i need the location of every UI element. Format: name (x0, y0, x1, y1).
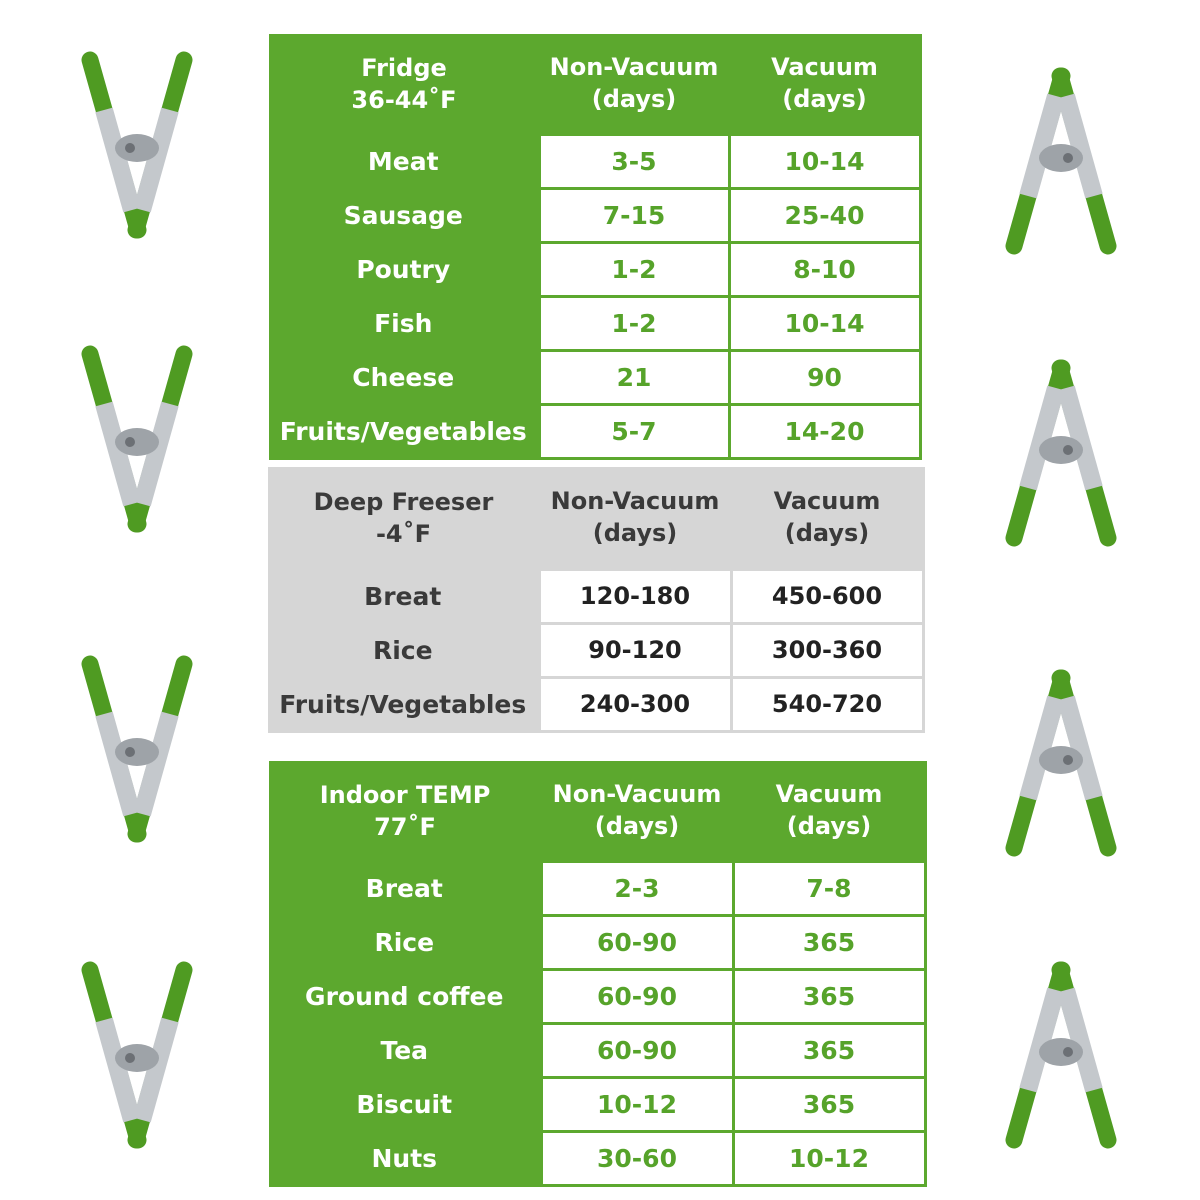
food-label: Breat (364, 581, 442, 611)
nonvacuum-days: 1-2 (539, 296, 729, 350)
fridge-header-vacuum (729, 34, 920, 134)
food-label: Nuts (371, 1143, 438, 1173)
food-label: Ground coffee (305, 981, 504, 1011)
spring-clamp-icon (996, 952, 1126, 1152)
table-row (268, 569, 923, 623)
fridge-header-label (269, 34, 539, 134)
nonvacuum-heading: Non-Vacuum (days) (549, 53, 719, 114)
vacuum-days: 365 (733, 915, 925, 969)
food-label: Poutry (356, 254, 451, 284)
nonvacuum-days: 21 (539, 350, 729, 404)
nonvacuum-heading: Non-Vacuum (days) (552, 780, 722, 841)
freezer-table (268, 467, 925, 733)
table-row (269, 134, 920, 188)
vacuum-days: 25-40 (729, 188, 920, 242)
vacuum-days: 10-12 (733, 1131, 925, 1185)
spring-clamp-icon (996, 58, 1126, 258)
table-row (269, 296, 920, 350)
food-label: Sausage (343, 200, 463, 230)
vacuum-days: 90 (729, 350, 920, 404)
indoor-header-label (269, 761, 541, 861)
fridge-table (269, 34, 922, 460)
table-row (269, 861, 925, 915)
vacuum-heading: Vacuum (days) (771, 53, 878, 114)
food-label: Cheese (352, 362, 455, 392)
spring-clamp-icon (72, 652, 202, 852)
food-label: Rice (372, 635, 433, 665)
vacuum-heading: Vacuum (days) (773, 487, 881, 548)
vacuum-days: 300-360 (731, 623, 923, 677)
indoor-table (269, 761, 927, 1187)
table-row (269, 915, 925, 969)
food-label: Breat (365, 873, 443, 903)
vacuum-days: 365 (733, 1077, 925, 1131)
vacuum-days: 450-600 (731, 569, 923, 623)
nonvacuum-days: 10-12 (541, 1077, 733, 1131)
table-row (269, 242, 920, 296)
fridge-title: Fridge 36-44˚F (351, 54, 457, 114)
nonvacuum-days: 60-90 (541, 969, 733, 1023)
vacuum-days: 14-20 (729, 404, 920, 458)
table-row (269, 1077, 925, 1131)
nonvacuum-days: 5-7 (539, 404, 729, 458)
food-label: Tea (380, 1035, 429, 1065)
spring-clamp-icon (72, 48, 202, 248)
spring-clamp-icon (72, 958, 202, 1158)
food-label: Biscuit (356, 1089, 453, 1119)
freezer-header-label (268, 467, 539, 569)
table-row (269, 969, 925, 1023)
vacuum-days: 365 (733, 1023, 925, 1077)
table-row (269, 1131, 925, 1185)
nonvacuum-days: 90-120 (539, 623, 731, 677)
table-row (269, 1023, 925, 1077)
food-label: Fish (374, 308, 433, 338)
table-row (269, 404, 920, 458)
spring-clamp-icon (996, 350, 1126, 550)
nonvacuum-days: 60-90 (541, 915, 733, 969)
nonvacuum-days: 240-300 (539, 677, 731, 731)
vacuum-days: 540-720 (731, 677, 923, 731)
nonvacuum-days: 7-15 (539, 188, 729, 242)
freezer-title: Deep Freeser -4˚F (313, 488, 494, 548)
nonvacuum-days: 1-2 (539, 242, 729, 296)
nonvacuum-days: 120-180 (539, 569, 731, 623)
nonvacuum-heading: Non-Vacuum (days) (550, 487, 720, 548)
nonvacuum-days: 60-90 (541, 1023, 733, 1077)
vacuum-days: 10-14 (729, 296, 920, 350)
nonvacuum-days: 2-3 (541, 861, 733, 915)
food-label: Fruits/Vegetables (279, 416, 527, 446)
spring-clamp-icon (72, 342, 202, 542)
nonvacuum-days: 3-5 (539, 134, 729, 188)
vacuum-days: 10-14 (729, 134, 920, 188)
table-row (269, 350, 920, 404)
freezer-header-vacuum (731, 467, 923, 569)
vacuum-days: 365 (733, 969, 925, 1023)
freezer-header-nonvacuum (539, 467, 731, 569)
food-label: Fruits/Vegetables (279, 689, 527, 719)
table-row (269, 188, 920, 242)
vacuum-days: 8-10 (729, 242, 920, 296)
fridge-header-nonvacuum (539, 34, 729, 134)
vacuum-heading: Vacuum (days) (775, 780, 883, 841)
spring-clamp-icon (996, 660, 1126, 860)
indoor-header-vacuum (733, 761, 925, 861)
table-row (268, 623, 923, 677)
indoor-header-nonvacuum (541, 761, 733, 861)
nonvacuum-days: 30-60 (541, 1131, 733, 1185)
vacuum-days: 7-8 (733, 861, 925, 915)
table-row (268, 677, 923, 731)
food-label: Meat (367, 146, 439, 176)
indoor-title: Indoor TEMP 77˚F (319, 781, 491, 841)
food-label: Rice (374, 927, 435, 957)
